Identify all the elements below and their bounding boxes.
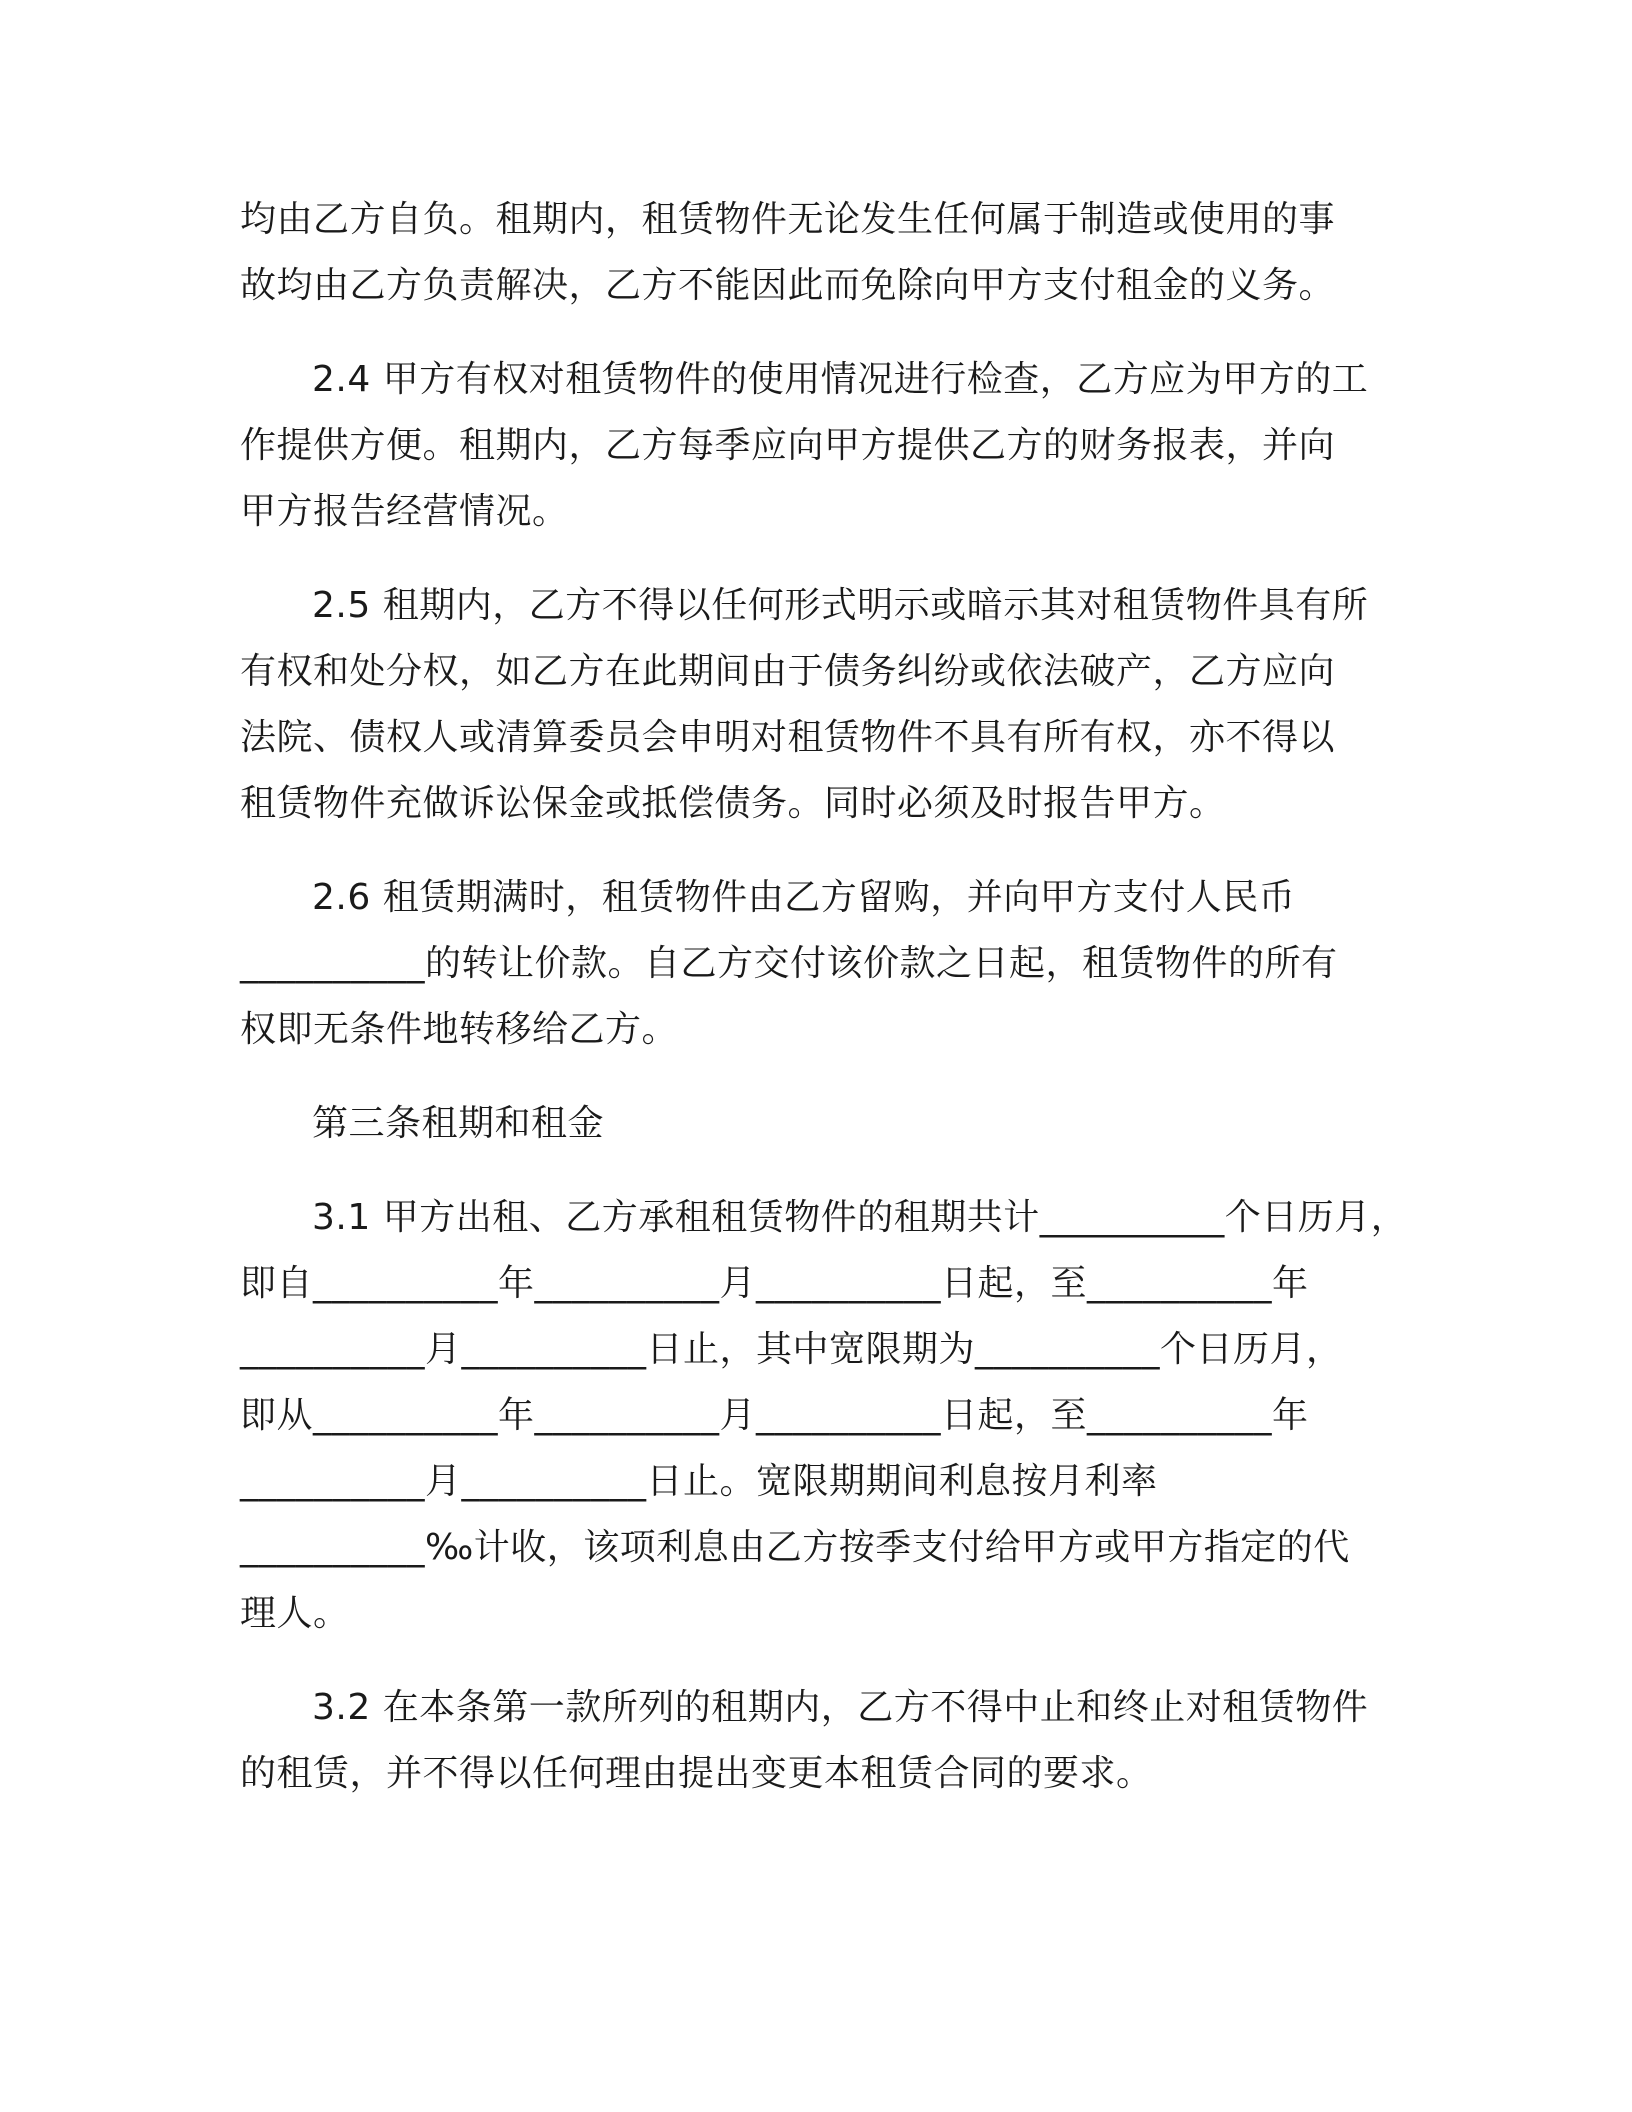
text-line: 理人。 (240, 1593, 350, 1634)
text-line: 有权和处分权，如乙方在此期间由于债务纠纷或依法破产，乙方应向 (240, 651, 1336, 692)
text-line: 2.6 租赁期满时，租赁物件由乙方留购，并向甲方支付人民币 (312, 877, 1296, 918)
text-line: 即从__________年__________月__________日起，至__________年 (240, 1395, 1309, 1436)
text-line: 权即无条件地转移给乙方。 (240, 1009, 679, 1050)
text-line: 即自__________年__________月__________日起，至__________年 (240, 1263, 1309, 1304)
text-line: 租赁物件充做诉讼保金或抵偿债务。同时必须及时报告甲方。 (240, 783, 1226, 824)
text-line: __________月__________日止，其中宽限期为__________个日历月， (240, 1329, 1343, 1370)
text-line: 故均由乙方负责解决，乙方不能因此而免除向甲方支付租金的义务。 (240, 265, 1336, 306)
text-line: 3.2 在本条第一款所列的租期内，乙方不得中止和终止对租赁物件 (312, 1687, 1369, 1728)
text-line: __________月__________日止。宽限期期间利息按月利率 (240, 1461, 1158, 1502)
section-heading: 第三条租期和租金 (312, 1103, 605, 1144)
text-line: 2.5 租期内，乙方不得以任何形式明示或暗示其对租赁物件具有所 (312, 585, 1369, 626)
text-line: 甲方报告经营情况。 (240, 491, 569, 532)
text-line: 3.1 甲方出租、乙方承租租赁物件的租期共计__________个日历月， (312, 1197, 1408, 1238)
text-line: 作提供方便。租期内，乙方每季应向甲方提供乙方的财务报表，并向 (240, 425, 1336, 466)
text-line: 法院、债权人或清算委员会申明对租赁物件不具有所有权，亦不得以 (240, 717, 1336, 758)
text-line: 的租赁，并不得以任何理由提出变更本租赁合同的要求。 (240, 1753, 1153, 1794)
text-line: 2.4 甲方有权对租赁物件的使用情况进行检查，乙方应为甲方的工 (312, 359, 1369, 400)
text-line: __________的转让价款。自乙方交付该价款之日起，租赁物件的所有 (240, 943, 1338, 984)
text-line: 均由乙方自负。租期内，租赁物件无论发生任何属于制造或使用的事 (240, 199, 1336, 240)
text-line: __________‰计收，该项利息由乙方按季支付给甲方或甲方指定的代 (240, 1527, 1350, 1568)
